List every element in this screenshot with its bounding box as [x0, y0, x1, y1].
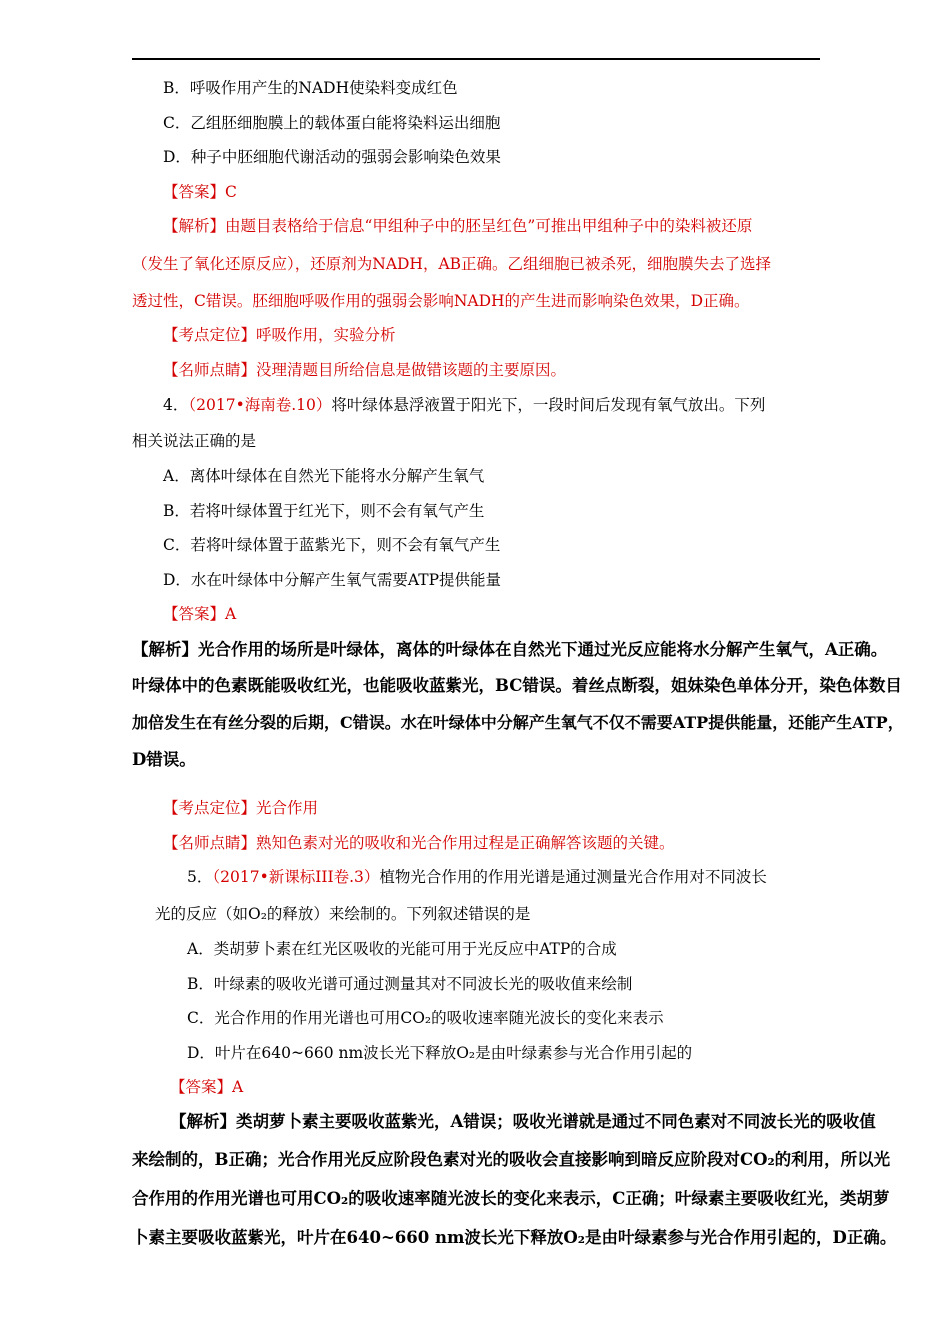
header-rule	[132, 58, 820, 60]
q3-analysis-line-1: 【解析】由题目表格给于信息“甲组种子中的胚呈红色”可推出甲组种子中的染料被还原	[163, 217, 753, 235]
q3-analysis-line-2: （发生了氧化还原反应），还原剂为NADH，AB正确。乙组细胞已被杀死，细胞膜失去了选择	[132, 255, 772, 273]
q4-source: （2017•海南卷.10）	[188, 396, 332, 414]
q5-option-c: C．光合作用的作用光谱也可用CO₂的吸收速率随光波长的变化来表示	[187, 1009, 664, 1027]
q3-point: 【考点定位】呼吸作用，实验分析	[163, 326, 396, 344]
q3-answer: 【答案】C	[163, 183, 237, 201]
q4-option-a: A．离体叶绿体在自然光下能将水分解产生氧气	[163, 467, 485, 485]
q4-point: 【考点定位】光合作用	[163, 799, 319, 817]
q5-stem-line-2: 光的反应（如O₂的释放）来绘制的。下列叙述错误的是	[155, 905, 531, 923]
q4-analysis-line-3: 加倍发生在有丝分裂的后期，C错误。水在叶绿体中分解产生氧气不仅不需要ATP提供能量，还能产生ATP，	[132, 713, 904, 732]
q4-option-c: C．若将叶绿体置于蓝紫光下，则不会有氧气产生	[163, 536, 501, 554]
q5-option-a: A．类胡萝卜素在红光区吸收的光能可用于光反应中ATP的合成	[187, 940, 617, 958]
q5-answer: 【答案】A	[170, 1078, 244, 1096]
q5-option-b: B．叶绿素的吸收光谱可通过测量其对不同波长光的吸收值来绘制	[187, 975, 633, 993]
q3-option-d: D．种子中胚细胞代谢活动的强弱会影响染色效果	[163, 148, 501, 166]
q5-analysis-line-4: 卜素主要吸收蓝紫光，叶片在640~660 nm波长光下释放O₂是由叶绿素参与光合作用引起的，D正确。	[132, 1228, 897, 1247]
q4-stem-line-2: 相关说法正确的是	[132, 432, 257, 450]
q4-answer: 【答案】A	[163, 605, 237, 623]
q4-number: 4．	[163, 396, 189, 414]
q3-option-b: B．呼吸作用产生的NADH使染料变成红色	[163, 79, 458, 97]
q3-option-c: C．乙组胚细胞膜上的载体蛋白能将染料运出细胞	[163, 114, 501, 132]
q4-option-b: B．若将叶绿体置于红光下，则不会有氧气产生	[163, 502, 485, 520]
q4-tip: 【名师点睛】熟知色素对光的吸收和光合作用过程是正确解答该题的关键。	[163, 834, 675, 852]
q4-stem-line-1	[163, 395, 765, 415]
q4-analysis-line-1: 【解析】光合作用的场所是叶绿体，离体的叶绿体在自然光下通过光反应能将水分解产生氧气，A正确。	[132, 640, 888, 659]
q3-analysis-line-3: 透过性，C错误。胚细胞呼吸作用的强弱会影响NADH的产生进而影响染色效果，D正确。	[132, 292, 750, 310]
q5-number: 5．	[187, 868, 213, 886]
q5-stem: 植物光合作用的作用光谱是通过测量光合作用对不同波长	[379, 868, 767, 886]
q4-analysis-line-2: 叶绿体中的色素既能吸收红光，也能吸收蓝紫光，BC错误。着丝点断裂，姐妹染色单体分开，染色体数目	[132, 676, 902, 695]
q4-stem: 将叶绿体悬浮液置于阳光下，一段时间后发现有氧气放出。下列	[331, 396, 766, 414]
q5-source: （2017•新课标III卷.3）	[212, 868, 380, 886]
q4-analysis-line-4: D错误。	[132, 750, 196, 769]
q3-tip: 【名师点睛】没理清题目所给信息是做错该题的主要原因。	[163, 361, 567, 379]
q5-analysis-line-3: 合作用的作用光谱也可用CO₂的吸收速率随光波长的变化来表示，C正确；叶绿素主要吸收红光，类胡萝	[132, 1189, 890, 1208]
q5-analysis-line-1: 【解析】类胡萝卜素主要吸收蓝紫光，A错误；吸收光谱就是通过不同色素对不同波长光的吸收值	[170, 1112, 876, 1131]
q5-stem-line-1	[187, 867, 767, 887]
q4-option-d: D．水在叶绿体中分解产生氧气需要ATP提供能量	[163, 571, 502, 589]
q5-analysis-line-2: 来绘制的，B正确；光合作用光反应阶段色素对光的吸收会直接影响到暗反应阶段对CO₂的利用，所以光	[132, 1150, 891, 1169]
q5-option-d: D．叶片在640~660 nm波长光下释放O₂是由叶绿素参与光合作用引起的	[187, 1044, 693, 1062]
